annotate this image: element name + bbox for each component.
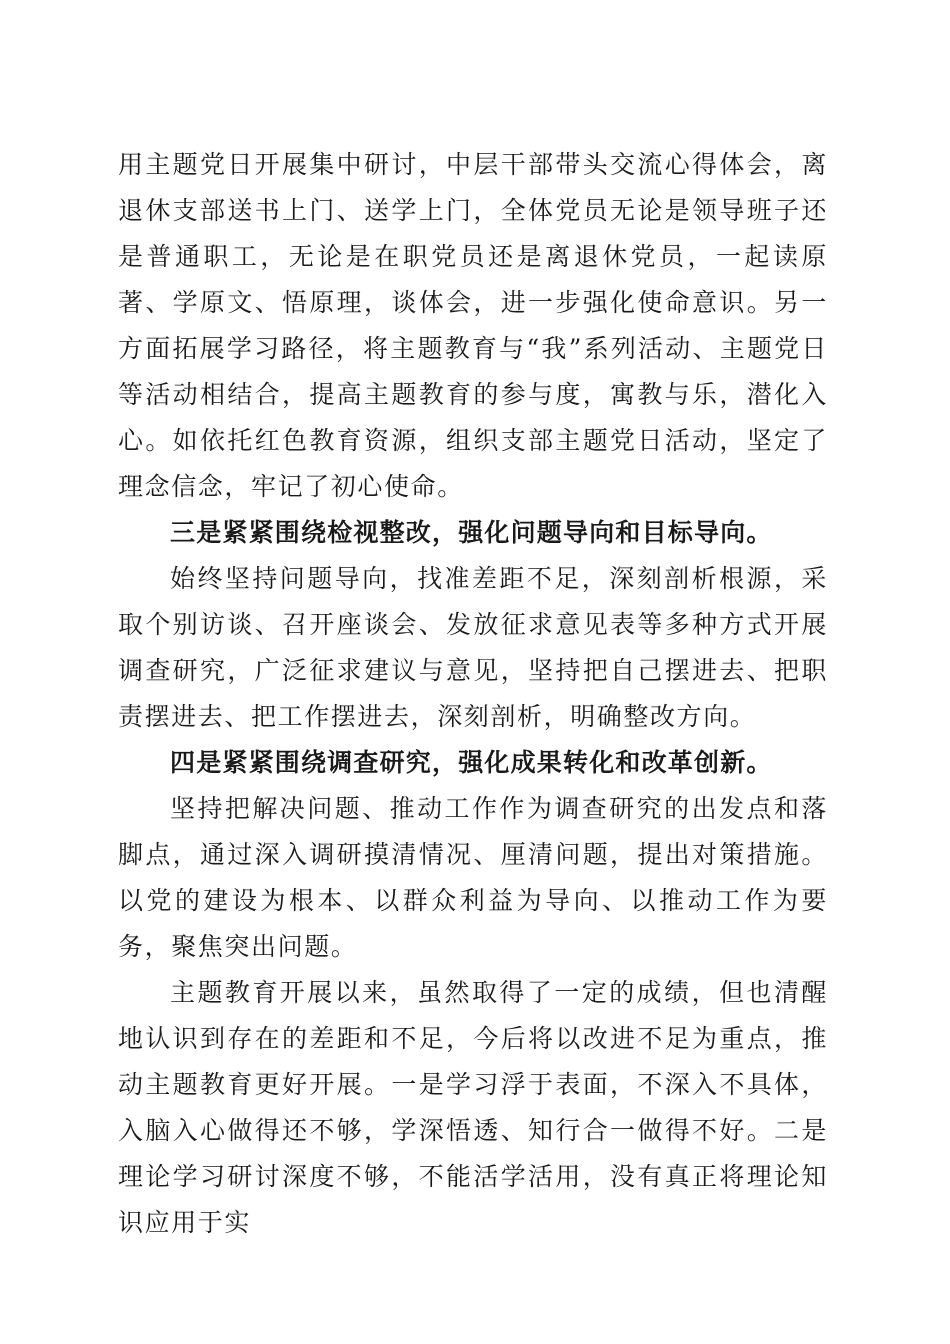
- paragraph-research: 坚持把解决问题、推动工作作为调查研究的出发点和落脚点，通过深入调研摸清情况、厘清问题，提出对策措施。以党的建设为根本、以群众利益为导向、以推动工作为要务，聚焦突出问题。: [118, 794, 828, 961]
- section-heading-four: 四是紧紧围绕调查研究，强化成果转化和改革创新。: [170, 748, 773, 777]
- paragraph-problem-orientation: 始终坚持问题导向，找准差距不足，深刻剖析根源，采取个别访谈、召开座谈会、发放征求意见表等多种方式开展调查研究，广泛征求建议与意见，坚持把自己摆进去、把职责摆进去、把工作摆进去，深刻剖析，明确整改方向。: [118, 564, 828, 731]
- paragraph-continuation: 用主题党日开展集中研讨，中层干部带头交流心得体会，离退休支部送书上门、送学上门，全体党员无论是领导班子还是普通职工，无论是在职党员还是离退休党员，一起读原著、学原文、悟原理，谈体会，进一步强化使命意识。另一方面拓展学习路径，将主题教育与“我”系列活动、主题党日等活动相结合，提高主题教育的参与度，寓教与乐，潜化入心。如依托红色教育资源，组织支部主题党日活动，坚定了理念信念，牢记了初心使命。: [118, 150, 828, 501]
- document-body: [118, 142, 828, 1246]
- paragraph-shortcomings: 主题教育开展以来，虽然取得了一定的成绩，但也清醒地认识到存在的差距和不足，今后将以改进不足为重点，推动主题教育更好开展。一是学习浮于表面，不深入不具体，入脑入心做得还不够，学深悟透、知行合一做得不好。二是理论学习研讨深度不够，不能活学活用，没有真正将理论知识应用于实: [118, 978, 828, 1237]
- section-heading-three: 三是紧紧围绕检视整改，强化问题导向和目标导向。: [170, 518, 773, 547]
